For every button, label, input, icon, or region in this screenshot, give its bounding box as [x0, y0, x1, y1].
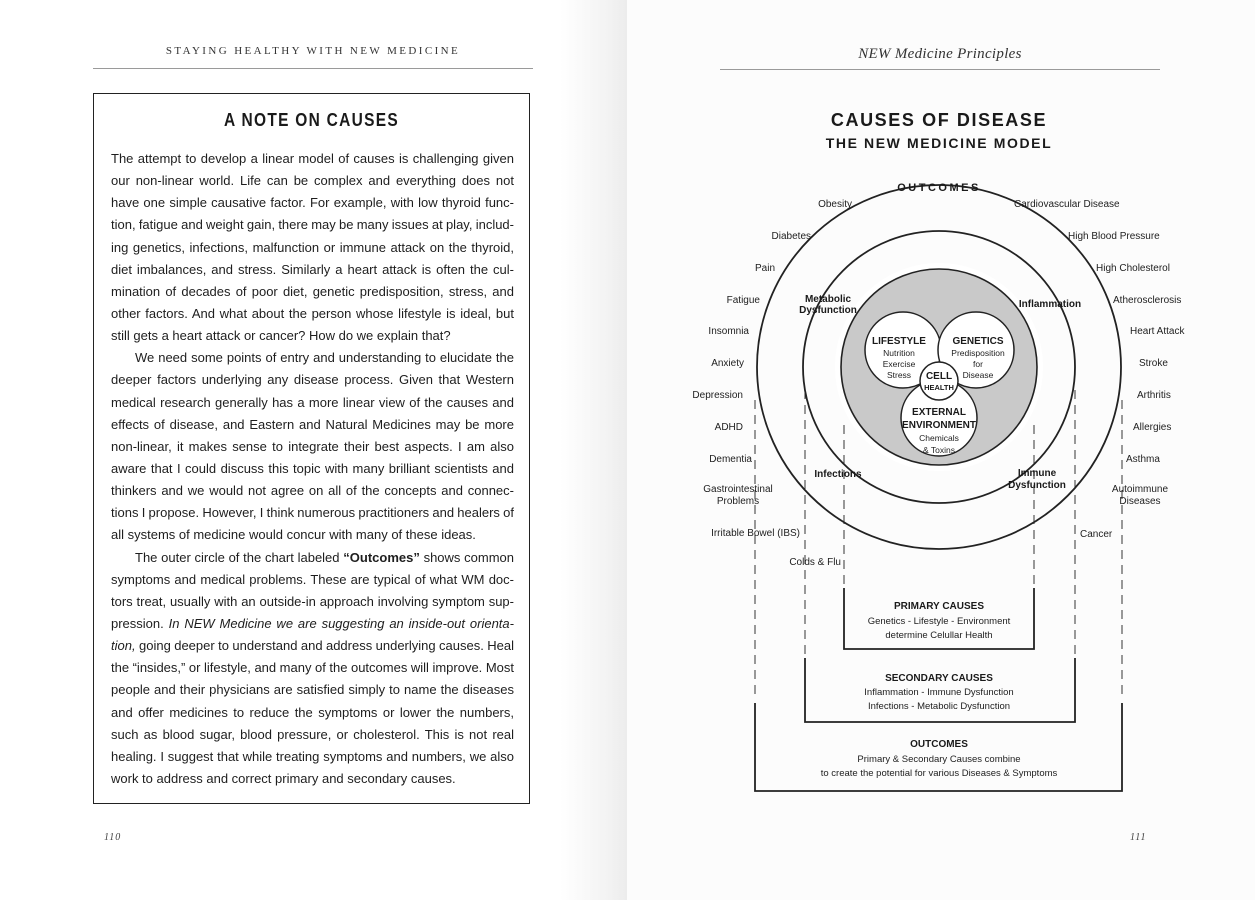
outcome-label: Allergies [1133, 422, 1172, 433]
outcome-label: ADHD [714, 422, 743, 433]
body-line-text [111, 325, 451, 347]
secondary-causes-line-2: Infections - Metabolic Dysfunction [867, 701, 1011, 712]
running-head-left: STAYING HEALTHY WITH NEW MEDICINE [165, 45, 461, 57]
outcomes-left-labels [692, 199, 852, 568]
lifestyle-item-1: Nutrition [883, 348, 915, 358]
environment-title-1: EXTERNAL [912, 407, 966, 418]
text-run: still gets a heart attack or cancer? How do we explain that? [111, 328, 451, 344]
body-line [111, 392, 514, 414]
body-line-text [111, 724, 514, 746]
outcome-label: Insomnia [708, 326, 749, 337]
body-line [111, 237, 514, 259]
right-page [627, 0, 1255, 900]
body-line-text [111, 414, 514, 436]
outcome-label: Diseases [1119, 496, 1161, 507]
body-line-text [111, 303, 514, 325]
outcome-label: Cardiovascular Disease [1014, 199, 1120, 210]
outcome-label: Dementia [709, 454, 752, 465]
body-line [111, 325, 514, 347]
emphasis-italic: In NEW Medicine we are suggesting an inside-out orienta- [168, 615, 514, 631]
outcome-label: High Cholesterol [1096, 263, 1170, 274]
body-line-text [135, 547, 514, 569]
secondary-causes-line-1: Inflammation - Immune Dysfunction [864, 687, 1014, 698]
body-line-text [111, 369, 514, 391]
outcome-label: Stroke [1139, 358, 1168, 369]
body-line [111, 458, 514, 480]
text-run: other factors. And what about the person whose lifestyle is ideal, but [111, 305, 514, 321]
body-line [111, 192, 514, 214]
body-line [111, 303, 514, 325]
outcome-label: Asthma [1126, 454, 1160, 465]
emphasis-italic: tion, [111, 638, 136, 654]
outcome-label: Depression [692, 390, 743, 401]
outcome-label: Anxiety [711, 358, 744, 369]
body-line-text [111, 502, 514, 524]
body-line-text [111, 702, 514, 724]
text-run: going deeper to understand and address underlying causes. Heal [135, 638, 514, 654]
body-line-text [111, 679, 514, 701]
outcome-label: Arthritis [1137, 390, 1171, 401]
diagram-subtitle: THE NEW MEDICINE MODEL [825, 135, 1053, 151]
text-run: tors treat, usually with an outside-in approach involving symptom sup- [111, 593, 514, 609]
body-line [111, 414, 514, 436]
outcome-label: Diabetes [771, 231, 811, 242]
header-rule-left [93, 68, 533, 69]
text-run: the “insides,” or lifestyle, and many of the outcomes will improve. Most [111, 660, 514, 676]
body-line [111, 724, 514, 746]
body-line-text [111, 458, 514, 480]
note-title: A NOTE ON CAUSES [224, 110, 399, 130]
page-number-right: 111 [1130, 832, 1147, 843]
inflammation-label: Inflammation [1018, 299, 1082, 310]
body-line-text [135, 347, 514, 369]
text-run: symptoms and medical problems. These are typical of what WM doc- [111, 571, 514, 587]
diagram-title: CAUSES OF DISEASE [830, 110, 1048, 130]
outcome-label: Autoimmune [1111, 484, 1169, 495]
body-line-text [111, 591, 514, 613]
text-run: our non-linear world. Life can be complex and everything does not [111, 173, 514, 189]
body-line-text [111, 281, 514, 303]
note-body [111, 148, 514, 790]
body-line [111, 569, 514, 591]
text-run: work to address and correct primary and secondary causes. [111, 770, 456, 786]
body-line [111, 214, 514, 236]
body-line [111, 547, 514, 569]
body-line [111, 635, 514, 657]
cell-label: CELL [925, 371, 953, 382]
text-run: deeper factors underlying any disease process. Given that Western [111, 372, 514, 388]
genetics-item-3: Disease [962, 370, 994, 380]
body-line-text [111, 214, 514, 236]
text-run: We need some points of entry and understanding to elucidate the [135, 350, 514, 366]
text-run: The outer circle of the chart labeled [135, 549, 344, 565]
environment-title-2: ENVIRONMENT [902, 420, 976, 431]
body-line [111, 369, 514, 391]
outcome-label: Fatigue [726, 295, 760, 306]
primary-causes-line-2: determine Celullar Health [885, 630, 993, 641]
body-line-text [111, 569, 514, 591]
body-line [111, 436, 514, 458]
body-line [111, 480, 514, 502]
body-line [111, 702, 514, 724]
body-line [111, 170, 514, 192]
body-line-text [111, 170, 514, 192]
lifestyle-item-2: Exercise [882, 359, 916, 369]
text-run: aware that I could discuss this topic with many brilliant scientists and [111, 460, 514, 476]
text-run: healing. I suggest that while treating symptoms and numbers, we also [111, 748, 514, 764]
text-run: tions I propose. However, I think numerous practitioners and healers of [111, 505, 514, 521]
body-line-text [111, 436, 514, 458]
text-run: shows common [419, 549, 515, 565]
health-label: HEALTH [924, 383, 954, 392]
body-line [111, 281, 514, 303]
outcomes-line-2: to create the potential for various Diseases & Symptoms [820, 768, 1058, 779]
page-number-left: 110 [104, 832, 122, 843]
body-line [111, 768, 514, 790]
outcome-label: Problems [716, 496, 760, 507]
page-gutter-shadow [560, 0, 627, 900]
body-line [111, 502, 514, 524]
text-run: non-linear, it makes sense to integrate their best aspects. I am also [111, 438, 514, 454]
body-line-text [111, 768, 456, 790]
text-run: The attempt to develop a linear model of causes is challenging given [111, 151, 514, 166]
body-line-text [111, 480, 514, 502]
primary-causes-line-1: Genetics - Lifestyle - Environment [867, 616, 1011, 627]
text-run: medical research generally has a more linear view of the causes and [111, 394, 514, 410]
outcome-label: Pain [754, 263, 775, 274]
environment-item-1: Chemicals [919, 433, 959, 443]
lifestyle-title: LIFESTYLE [872, 336, 926, 347]
outcome-label: Irritable Bowel (IBS) [711, 528, 800, 539]
outcomes-line-1: Primary & Secondary Causes combine [857, 754, 1021, 765]
body-line-text [111, 635, 514, 657]
left-page [0, 0, 627, 900]
outcome-label: Cancer [1080, 529, 1113, 540]
body-line-text [111, 746, 514, 768]
body-line-text [111, 613, 514, 635]
body-line-text [111, 148, 514, 170]
text-run: all systems of medicine would concur with many of these ideas. [111, 527, 476, 543]
body-line-text [111, 524, 476, 546]
outcome-label: Colds & Flu [789, 557, 841, 568]
body-line-text [111, 259, 514, 281]
outcomes-title: OUTCOMES [910, 739, 968, 750]
body-line [111, 613, 514, 635]
note-box [93, 93, 530, 804]
text-run: thinkers and we would not agree on all of the concepts and connec- [111, 483, 514, 499]
genetics-item-2: for [973, 359, 983, 369]
body-line-text [111, 192, 514, 214]
text-run: pression. [111, 615, 169, 631]
text-run: people and their physicians are satisfied simply to name the diseases [111, 682, 514, 698]
lifestyle-item-3: Stress [886, 370, 912, 380]
environment-item-2: & Toxins [923, 445, 955, 455]
primary-causes-title: PRIMARY CAUSES [893, 601, 985, 612]
outcome-label: High Blood Pressure [1068, 231, 1160, 242]
metabolic-label-2: Dysfunction [799, 305, 857, 316]
body-line [111, 746, 514, 768]
metabolic-label-1: Metabolic [804, 294, 852, 305]
text-run: have one simple causative factor. For example, with low thyroid func- [111, 195, 514, 211]
text-run: mination of decades of poor diet, genetic predisposition, stress, and [111, 283, 514, 299]
text-run: effects of disease, and Eastern and Natural Medicines may be more [111, 416, 514, 432]
body-line [111, 148, 514, 170]
text-run: tion, fatigue and weight gain, there may be many issues at play, includ- [111, 217, 514, 233]
text-run: ing genetics, infections, malfunction or immune attack on the thyroid, [111, 239, 514, 255]
text-run: diet imbalances, and stress. Similarly a heart attack is often the cul- [111, 261, 514, 277]
genetics-item-1: Predisposition [951, 348, 1005, 358]
body-line-text [111, 392, 514, 414]
infections-label: Infections [814, 469, 862, 480]
body-line [111, 679, 514, 701]
body-line [111, 347, 514, 369]
emphasis-bold: “Outcomes” [343, 549, 420, 565]
genetics-title: GENETICS [952, 336, 1004, 347]
body-line [111, 259, 514, 281]
running-head-right: NEW Medicine Principles [858, 46, 1022, 62]
outcome-label: Atherosclerosis [1113, 295, 1182, 306]
immune-label-1: Immune [1017, 468, 1057, 479]
causes-of-disease-diagram [627, 0, 1255, 900]
text-run: and offer medicines to reduce the symptoms or lower the numbers, [111, 704, 514, 720]
outcome-label: Obesity [818, 199, 852, 210]
outcome-label: Gastrointestinal [703, 484, 773, 495]
body-line [111, 591, 514, 613]
text-run: such as blood sugar, blood pressure, or cholesterol. This is not real [111, 726, 514, 742]
body-line [111, 524, 514, 546]
immune-label-2: Dysfunction [1008, 480, 1066, 491]
body-line-text [111, 657, 514, 679]
secondary-causes-title: SECONDARY CAUSES [885, 673, 993, 684]
outcomes-ring-label: OUTCOMES [897, 182, 981, 194]
body-line-text [111, 237, 514, 259]
body-line [111, 657, 514, 679]
outcome-label: Heart Attack [1130, 326, 1185, 337]
